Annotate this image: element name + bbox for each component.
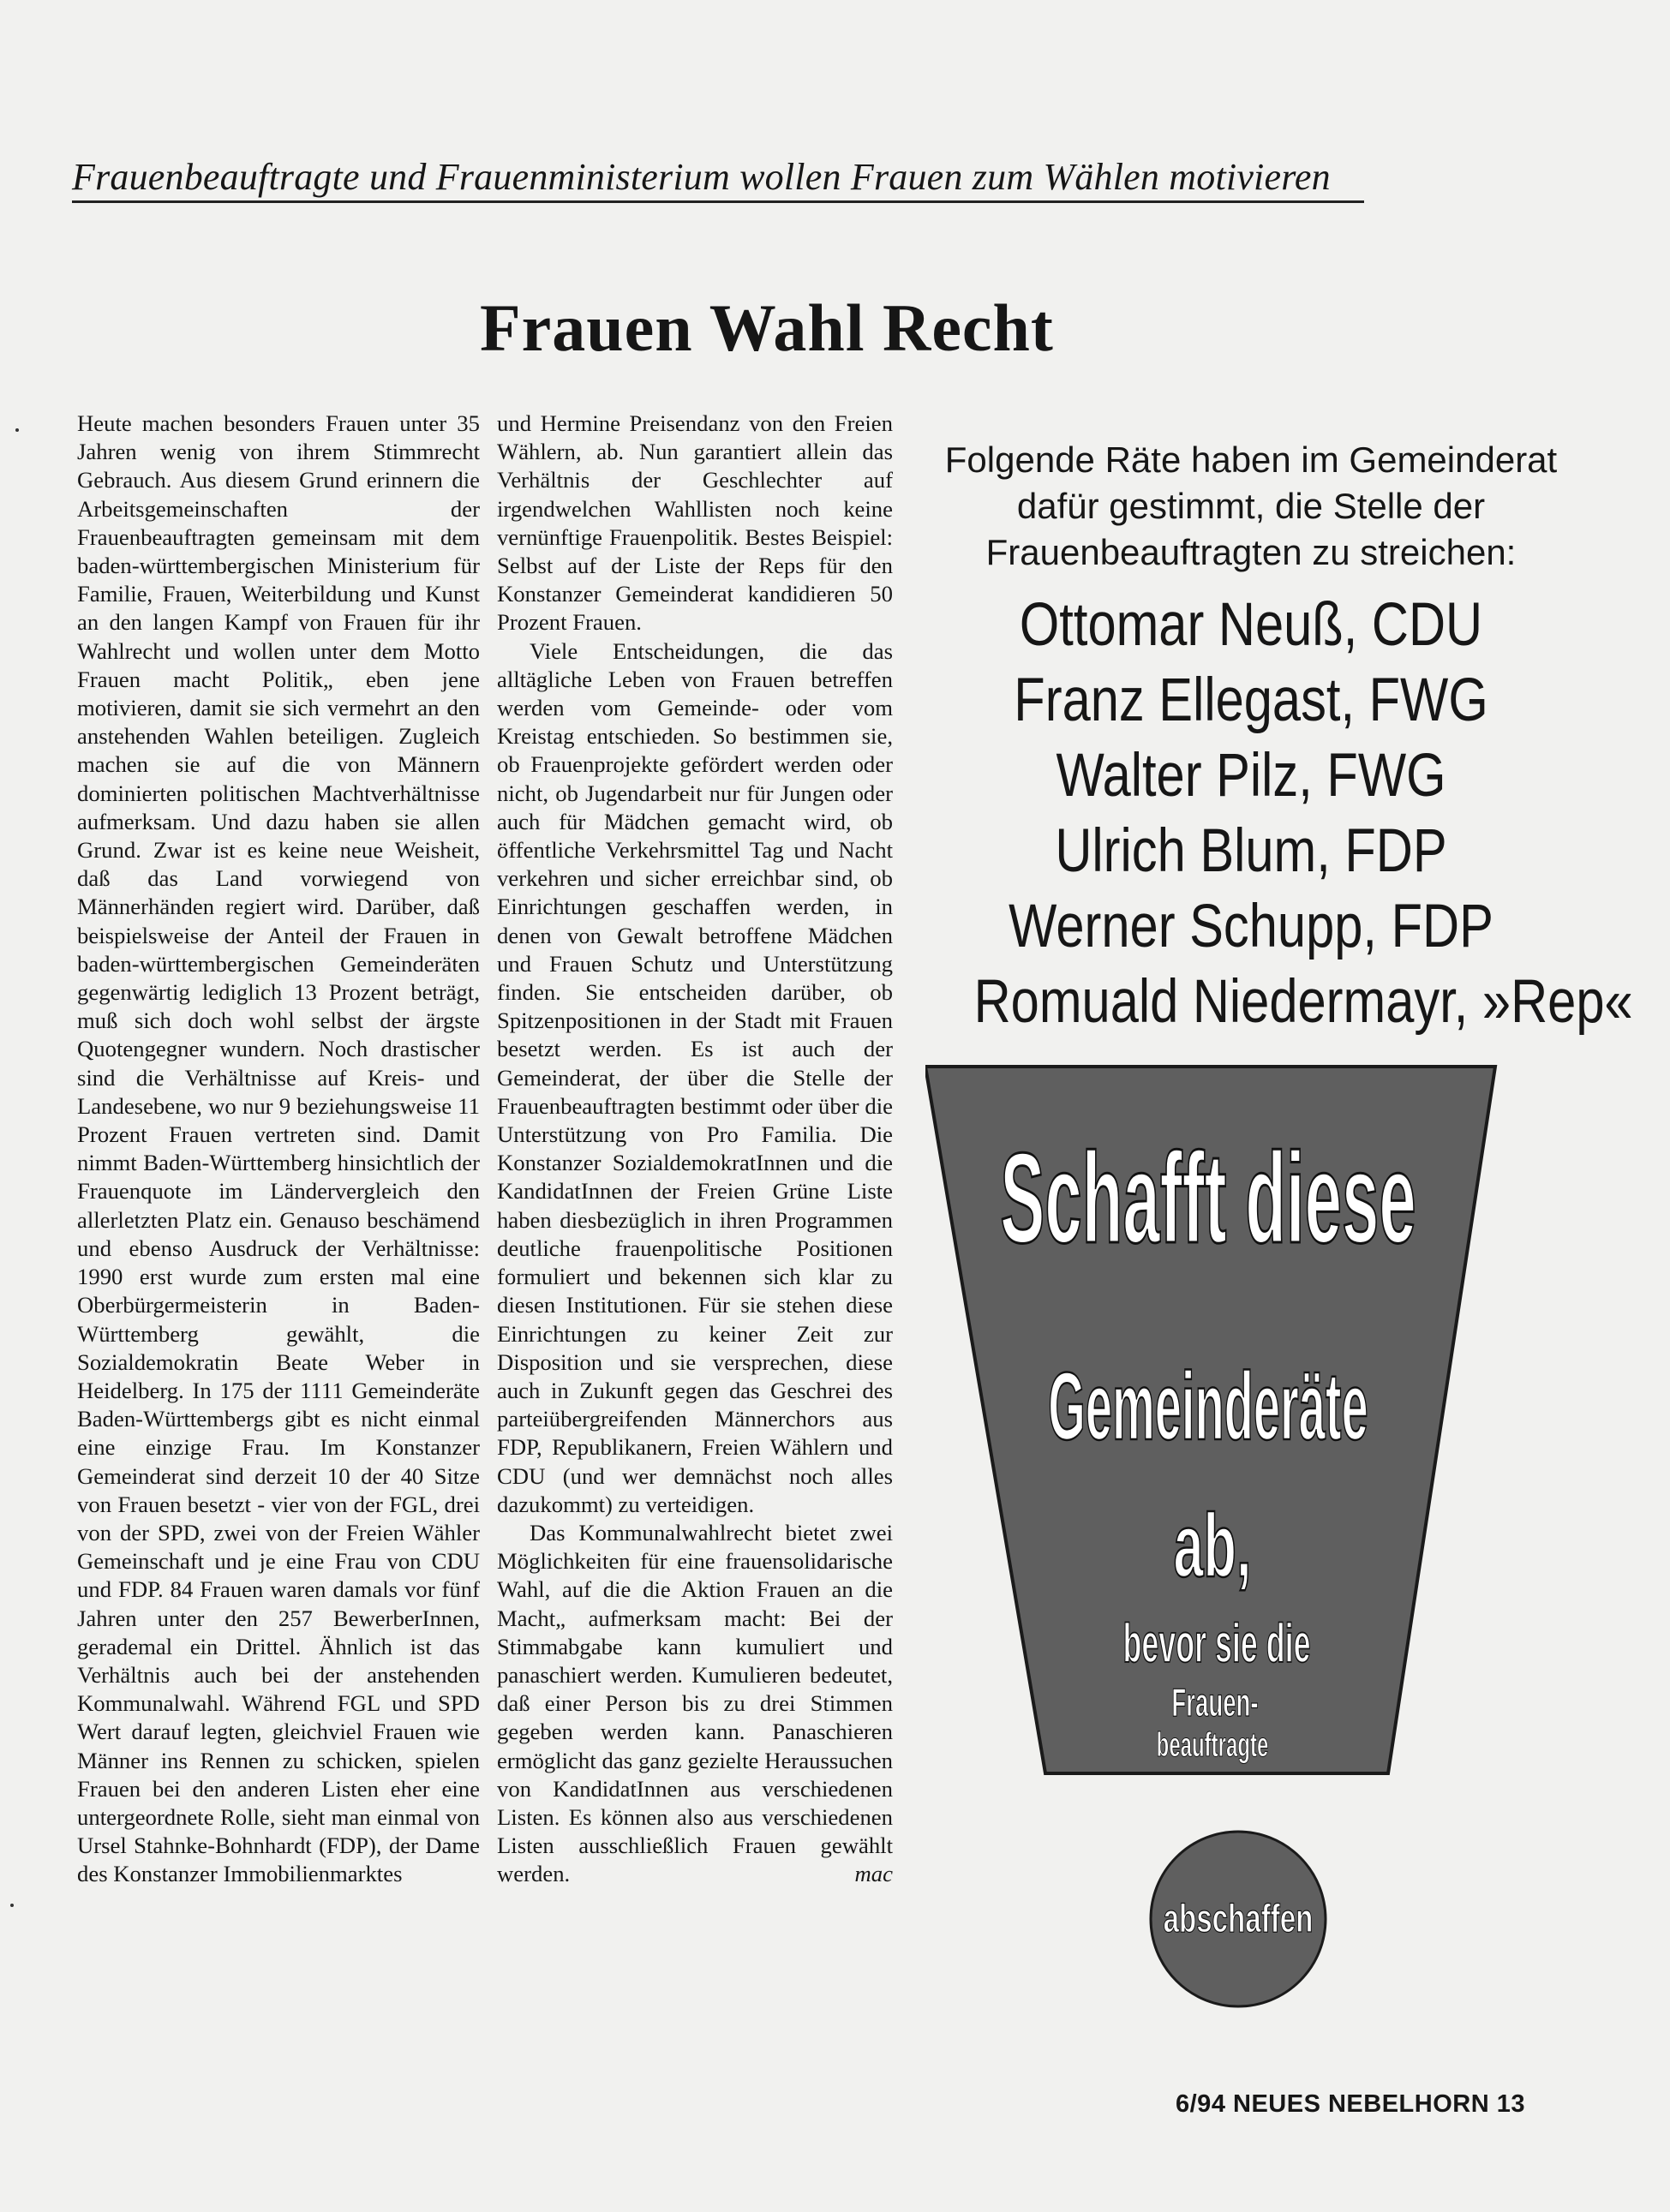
graphic-slogan-line: Schafft diese	[1000, 1127, 1416, 1270]
council-member-name: Walter Pilz, FWG	[1056, 742, 1446, 810]
council-names	[921, 588, 1633, 1040]
council-member-name: Werner Schupp, FDP	[1009, 893, 1493, 960]
article-kicker: Frauenbeauftragte und Frauenministerium wollen Frauen zum Wählen motivieren	[72, 156, 1364, 203]
graphic-slogan-line: Frauen-	[1171, 1681, 1259, 1725]
campaign-graphic	[925, 1058, 1508, 2018]
council-member-name: Ottomar Neuß, CDU	[1019, 591, 1483, 659]
article-column-1	[77, 410, 480, 1889]
scan-speck	[10, 1904, 14, 1907]
graphic-slogan-line: ab,	[1173, 1496, 1252, 1597]
graphic-slogan-line: Gemeinderäte	[1048, 1352, 1368, 1461]
council-member-name: Romuald Niedermayr, »Rep«	[973, 968, 1633, 1036]
graphic-slogan-line: beauftragte	[1156, 1725, 1269, 1764]
council-list-intro: Folgende Räte haben im Gemeinderat dafür gestimmt, die Stelle der Frauenbeauftragten zu streichen:	[944, 439, 1558, 572]
campaign-graphic-svg	[925, 1058, 1508, 2013]
column-1-paragraph: Heute machen besonders Frauen unter 35 Jahren wenig von ihrem Stimmrecht Gebrauch. Aus diesem Grund erinnern die Arbeitsgemeinschaften der Frauenbeauftragten gemeinsam mit dem baden-württembergischen Ministerium für Familie, Frauen, Weiterbildung und Kunst an den langen Kampf von Frauen für ihr Wahlrecht und wollen unter dem Motto Frauen macht Politik„ eben jene motivieren, damit sie sich vermehrt an den anstehenden Wahlen beteiligen. Zugleich machen sie auf die von Männern dominierten politischen Machtverhältnisse aufmerksam. Und dazu haben sie allen Grund. Zwar ist es keine neue Weisheit, daß das Land vorwiegend von Männerhänden regiert wird. Darüber, daß beispielsweise der Anteil der Frauen in baden-württembergischen Gemeinderäten gegenwärtig lediglich 13 Prozent beträgt, muß sich doch wohl selbst der ärgste Quotengegner wundern. Noch drastischer sind die Verhältnisse auf Kreis- und Landesebene, wo nur 9 beziehungsweise 11 Prozent Frauen vertreten sind. Damit nimmt Baden-Württemberg hinsichtlich der Frauenquote im Ländervergleich den allerletzten Platz ein. Genauso beschämend und ebenso Ausdruck der Verhältnisse: 1990 erst wurde zum ersten mal eine Oberbürgermeisterin in Baden-Württemberg gewählt, die Sozialdemokratin Beate Weber in Heidelberg. In 175 der 1111 Gemeinderäte Baden-Württembergs gibt es nicht einmal eine einzige Frau. Im Konstanzer Gemeinderat sind derzeit 10 der 40 Sitze von Frauen besetzt - vier von der FGL, drei von der SPD, zwei von der Freien Wähler Gemeinschaft und je eine Frau von CDU und FDP. 84 Frauen waren damals vor fünf Jahren unter den 257 BewerberInnen, gerademal ein Drittel. Ähnlich ist das Verhältnis auch bei der anstehenden Kommunalwahl. Während FGL und SPD Wert darauf legten, gleichviel Frauen wie Männer ins Rennen zu schicken, spielen Frauen bei den anderen Listen eher eine untergeordnete Rolle, sieht man einmal von Ursel Stahnke-Bohnhardt (FDP), der Dame des Konstanzer Immobilienmarktes	[77, 410, 480, 1887]
council-list-box	[921, 437, 1633, 1040]
council-member-name: Ulrich Blum, FDP	[1055, 817, 1447, 885]
article-headline: Frauen Wahl Recht	[480, 290, 1054, 365]
scan-speck	[15, 428, 19, 432]
column-2-paragraph: Viele Entscheidungen, die das alltägliche Leben von Frauen betreffen werden vom Gemeinde- oder vom Kreistag entschieden. So bestimmen sie, ob Frauenprojekte gefördert werden oder nicht, ob Jugendarbeit nur für Jungen oder auch für Mädchen gemacht wird, ob öffentliche Verkehrsmittel Tag und Nacht verkehren und sicher erreichbar sind, ob Einrichtungen geschaffen werden, in denen von Gewalt betroffene Mädchen und Frauen Schutz und Unterstützung finden. Sie entscheiden darüber, ob Spitzenpositionen in der Stadt mit Frauen besetzt werden. Es ist auch der Gemeinderat, der über die Stelle der Frauenbeauftragten bestimmt oder über die Unterstützung von Pro Familia. Die Konstanzer SozialdemokratInnen und die KandidatInnen der Freien Grüne Liste haben diesbezüglich in ihren Programmen deutliche frauenpolitische Positionen formuliert und bekennen sich klar zu diesen Institutionen. Für sie stehen diese Einrichtungen zu keiner Zeit zur Disposition und sie versprechen, diese auch in Zukunft gegen das Geschrei des parteiübergreifenden Männerchors aus FDP, Republikanern, Freien Wählern und CDU (und wer demnächst noch alles dazukommt) zu verteidigen.	[497, 637, 893, 1517]
column-2-last-paragraph-text: Das Kommunalwahlrecht bietet zwei Möglichkeiten für eine frauensolidarische Wahl, auf die die Aktion Frauen an die Macht„ aufmerksam macht: Bei der Stimmabgabe kann kumuliert und panaschiert werden. Kumulieren bedeutet, daß einer Person bis zu drei Stimmen gegeben werden kann. Panaschieren ermöglicht das ganz gezielte Heraussuchen von KandidatInnen aus verschiedenen Listen. Es können also aus verschiedenen Listen ausschließlich Frauen gewählt werden.	[497, 1519, 893, 1887]
author-signature: mac	[854, 1861, 893, 1887]
article-column-2	[497, 410, 893, 1889]
graphic-circle-text: abschaffen	[1163, 1897, 1314, 1941]
column-2-paragraph	[497, 1519, 893, 1889]
column-2-paragraph: und Hermine Preisendanz von den Freien Wählern, ab. Nun garantiert allein das Verhältnis der Geschlechter auf irgendwelchen Wahllisten noch keine vernünftige Frauenpolitik. Bestes Beispiel: Selbst auf der Liste der Reps für den Konstanzer Gemeinderat kandidieren 50 Prozent Frauen.	[497, 410, 893, 636]
graphic-slogan-line: bevor sie die	[1122, 1612, 1311, 1674]
page-footer: 6/94 NEUES NEBELHORN 13	[1176, 2090, 1525, 2118]
council-member-name: Franz Ellegast, FWG	[1014, 667, 1488, 734]
